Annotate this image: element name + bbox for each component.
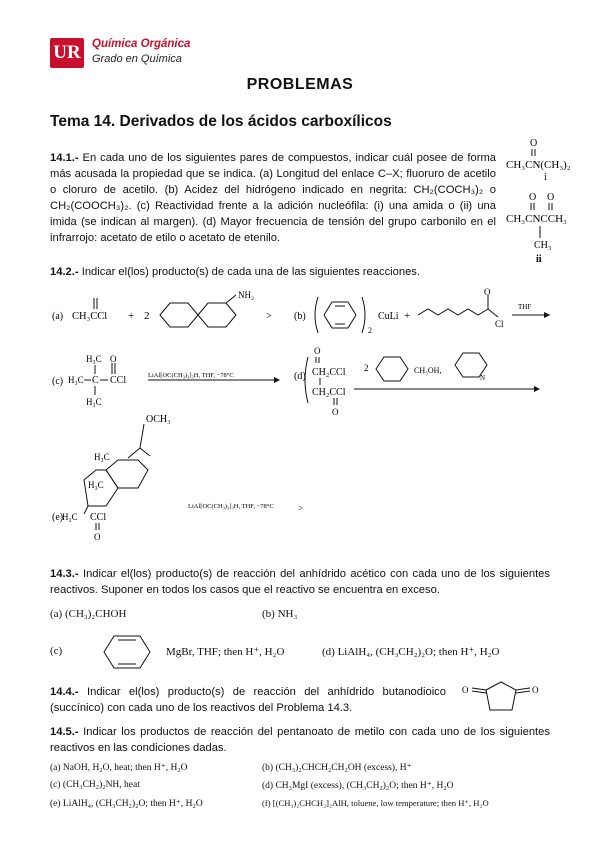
amide-imide-structures: [500, 134, 595, 274]
reagent-c: (c) (CH₃CH₂)₂NH, heat: [50, 780, 140, 790]
reagent-d: (d) LiAlH₄, (CH₃CH₂)₂O; then H⁺, H₂O: [322, 646, 500, 658]
amine-group: NH₂: [238, 290, 255, 300]
problem-14-4: [50, 684, 446, 716]
methyl-bottom: H₃C: [86, 397, 102, 407]
reaction-e: [48, 408, 368, 543]
carbonyl-oxygen: O: [94, 532, 101, 542]
reagent-e: (e) LiAlH₄, (CH₃CH₂)₂O; then H⁺, H₂O: [50, 799, 203, 809]
reaction-label: (a): [52, 311, 64, 322]
chloride: Cl: [495, 319, 504, 329]
reagent-d: (d) CH₃MgI (excess), (CH₃CH₂)₂O; then H⁺, H₂O: [262, 781, 454, 791]
acyl-chloride: CCl: [110, 375, 127, 386]
coefficient: 2: [144, 310, 150, 322]
reaction-label: (d): [294, 371, 306, 382]
reagent-b: (b) (CH₃)₂CHCH₂CH₂OH (excess), H⁺: [262, 763, 412, 773]
problem-14-5: [50, 724, 550, 756]
methoxy-group: OCH₃: [146, 414, 171, 425]
methyl-left: H₃C: [68, 375, 84, 385]
succinic-anhydride: [446, 676, 556, 726]
carbonyl-oxygen: O: [110, 354, 117, 364]
reaction-arrow: >: [266, 311, 272, 322]
ketone-oxygen: O: [484, 287, 491, 297]
plus-sign: +: [404, 310, 411, 322]
angular-methyl-a: H₃C: [94, 452, 110, 462]
problem-14-3: [50, 566, 550, 598]
amide-formula: CH₃CN(CH₃)₂: [506, 159, 571, 171]
problem-14-2: [50, 264, 550, 280]
anhydride-oxygen-right: O: [532, 685, 539, 695]
university-logo: [50, 38, 84, 68]
problem-number: 14.3.-: [50, 568, 79, 580]
gem-methyl: H₃C: [62, 512, 78, 522]
methyl-top: H₃C: [86, 354, 102, 364]
amide-oxygen: O: [530, 138, 538, 149]
reagent-a: (a) (CH₃)₂CHOH: [50, 608, 127, 620]
problem-text: En cada uno de los siguientes pares de compuestos, indicar cuál posee de forma más acusada la propiedad que se indica. (a) Longitud del enlace C–X; fluoruro de acetilo o cloruro de acetilo. (b) Acidez del hidrógeno indicado en negrita: CH₂(COCH₃)₂ o CH₂(COOCH₃)₂. (c) Reactividad frente a la adición nucleófila: (i) una amida o (ii) una imida (se indican al margen). (d) Mayor frecuencia de tensión del grupo carbonilo en el infrarrojo: acetato de etilo o acetato de etenilo.: [50, 152, 496, 244]
oxygen-bottom: O: [332, 407, 339, 417]
anhydride-oxygen-left: O: [462, 685, 469, 695]
angular-methyl-b: H₃C: [88, 480, 104, 490]
problem-number: 14.2.-: [50, 266, 79, 278]
topic-heading: Tema 14. Derivados de los ácidos carboxílicos: [50, 113, 392, 130]
problem-text: Indicar los productos de reacción del pentanoato de metilo con cada uno de los siguientes reactivos en las condiciones dadas.: [50, 726, 550, 754]
succinyl-bottom: CH₂CCl: [312, 387, 346, 398]
reaction-arrow: >: [298, 503, 304, 513]
problem-number: 14.1.-: [50, 152, 79, 164]
reagent-c-label: (c): [50, 645, 63, 657]
problem-number: 14.4.-: [50, 686, 79, 698]
reaction-label: (c): [52, 376, 64, 387]
methanol: CH₃OH,: [414, 366, 442, 375]
problem-text: Indicar el(los) producto(s) de reacción del anhídrido acético con cada uno de los siguientes reactivos. Suponer en todos los casos que el reactivo se encuentra en exceso.: [50, 568, 550, 596]
amide-label: i: [544, 172, 547, 183]
reagent-c: MgBr, THF; then H⁺, H₂O: [166, 646, 285, 658]
reagent-b: (b) NH₃: [262, 608, 298, 620]
problem-text: Indicar el(los) producto(s) de cada una de las siguientes reacciones.: [78, 266, 421, 278]
quaternary-carbon: C: [92, 375, 99, 386]
reaction-c: [48, 350, 288, 410]
acetyl-chloride: CH₃CCl: [72, 311, 108, 322]
coefficient: 2: [364, 363, 369, 373]
imide-formula: CH₃CNCCH₃: [506, 213, 567, 225]
imide-oxygen-2: O: [547, 192, 555, 203]
imide-methyl: CH₃: [534, 240, 552, 251]
reaction-label: (e): [52, 512, 64, 523]
problem-text: Indicar el(los) producto(s) de reacción del anhídrido butanodioico (succínico) con cada uno de los reactivos del Problema 14.3.: [50, 686, 446, 714]
reducing-agent: LiAl[OC(CH₃)₃]₃H, THF, −78°C: [188, 503, 274, 510]
succinyl-top: CH₂CCl: [312, 367, 346, 378]
pyridine-n: N: [480, 374, 486, 382]
cuprate-subscript: 2: [368, 326, 372, 335]
plus-sign: +: [128, 310, 135, 322]
course-name: Química Orgánica: [92, 38, 191, 50]
reaction-label: (b): [294, 311, 306, 322]
reaction-b: [290, 285, 555, 345]
problem-14-1: [50, 150, 496, 246]
degree-name: Grado en Química: [92, 53, 182, 65]
acyl-chloride: CCl: [90, 512, 107, 523]
reagent-a: (a) NaOH, H₂O, heat; then H⁺, H₂O: [50, 763, 188, 773]
problem-number: 14.5.-: [50, 726, 79, 738]
phenyl-ring: [98, 630, 158, 674]
cuprate: CuLi: [378, 311, 399, 322]
page-title: PROBLEMAS: [246, 76, 354, 93]
solvent: THF: [518, 303, 532, 311]
imide-label: ii: [536, 254, 542, 265]
oxygen-top: O: [314, 346, 321, 356]
reaction-a: [48, 285, 288, 345]
imide-oxygen-1: O: [529, 192, 537, 203]
reagent-f: (f) [(CH₃)₂CHCH₂]₂AlH, toluene, low temperature; then H⁺, H₂O: [262, 798, 489, 808]
logo-text: UR: [53, 42, 81, 63]
reducing-agent: LiAl[OC(CH₃)₃]₃H, THF, −78°C: [148, 372, 234, 379]
